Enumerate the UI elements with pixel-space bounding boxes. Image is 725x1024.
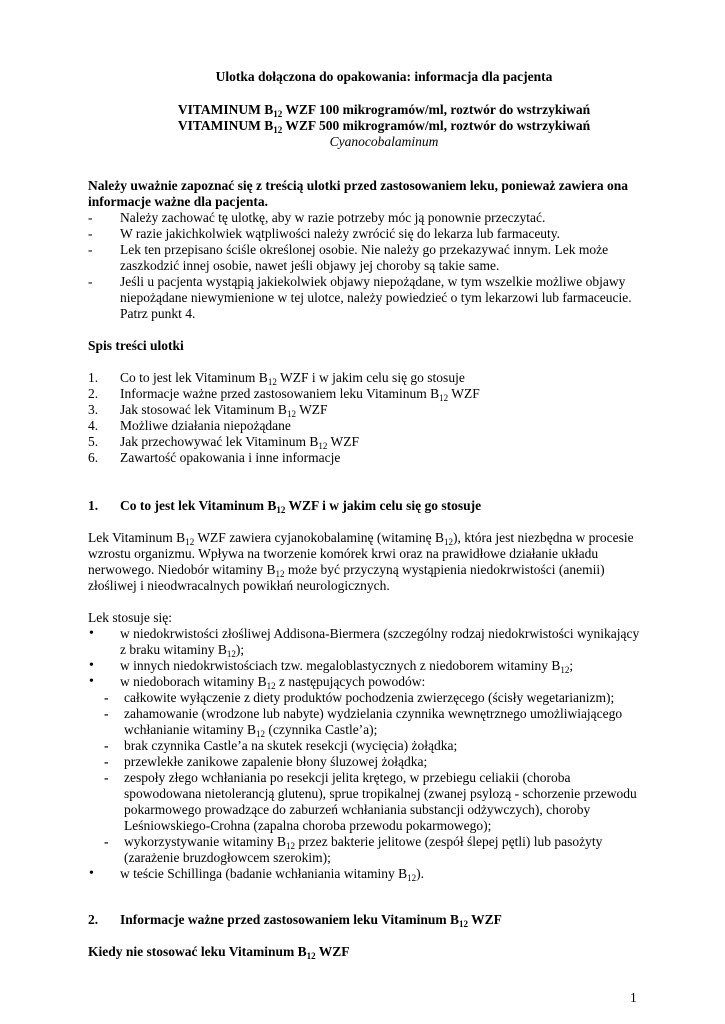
cause-5-line3: pokarmowego prowadzące do zaburzeń wchłaniania substancji odżywczych), choroby bbox=[124, 802, 591, 817]
use-bullet-2: w innych niedokrwistościach tzw. megaloblastycznych z niedoborem witaminy $B_{12}$; bbox=[120, 658, 574, 675]
cause-2-line1: zahamowanie (wrodzone lub nabyte) wydzielania czynnika wewnętrznego umożliwiającego bbox=[124, 706, 623, 721]
dash-marker: - bbox=[88, 210, 93, 225]
page-number: 1 bbox=[630, 990, 637, 1005]
dash-marker: - bbox=[88, 226, 93, 241]
section-1-paragraph-line2: wzrostu organizmu. Wpływa na tworzenie komórek krwi oraz na prawidłowe działanie układu bbox=[88, 546, 599, 561]
toc-number: 4. bbox=[88, 418, 99, 433]
section-2-heading: Informacje ważne przed zastosowaniem leku Vitaminum $B_{12}$ WZF bbox=[120, 912, 502, 929]
cause-5-line4: Leśniowskiego-Crohna (zapalna choroba przewodu pokarmowego); bbox=[124, 818, 492, 833]
dash-marker: - bbox=[104, 690, 109, 705]
dash-marker: - bbox=[104, 770, 109, 785]
toc-item-2: Informacje ważne przed zastosowaniem leku Vitaminum $B_{12}$ WZF bbox=[120, 386, 480, 403]
cause-6-line2: (zarażenie bruzdogłowcem szerokim); bbox=[124, 850, 331, 865]
dash-marker: - bbox=[88, 274, 93, 289]
active-substance: Cyanocobalaminum bbox=[329, 134, 439, 149]
toc-number: 1. bbox=[88, 370, 99, 385]
cause-1: całkowite wyłączenie z diety produktów pochodzenia zwierzęcego (ścisły wegetarianizm); bbox=[124, 690, 615, 705]
product-line-100: VITAMINUM $B_{12}$ WZF 100 mikrogramów/ml, roztwór do wstrzykiwań bbox=[177, 102, 591, 119]
warning-item-4-line2: niepożądane niewymienione w tej ulotce, należy powiedzieć o tym lekarzowi lub farmaceucie. bbox=[120, 290, 632, 305]
cause-5-line2: spowodowana nietolerancją glutenu), sprue tropikalnej (zwanej psylozą - schorzenie przewodu bbox=[124, 786, 637, 801]
warning-item-4-line1: Jeśli u pacjenta wystąpią jakiekolwiek objawy niepożądane, w tym wszelkie możliwe objawy bbox=[120, 274, 626, 289]
warning-item-2: W razie jakichkolwiek wątpliwości należy zwrócić się do lekarza lub farmaceuty. bbox=[120, 226, 561, 241]
dash-marker: - bbox=[104, 738, 109, 753]
toc-number: 5. bbox=[88, 434, 99, 449]
warning-intro-line2: informacje ważne dla pacjenta. bbox=[88, 194, 268, 209]
toc-item-1: Co to jest lek Vitaminum $B_{12}$ WZF i w jakim celu się go stosuje bbox=[120, 370, 465, 387]
dash-marker: - bbox=[104, 834, 109, 849]
toc-item-6: Zawartość opakowania i inne informacje bbox=[120, 450, 341, 465]
leaflet-title: Ulotka dołączona do opakowania: informacja dla pacjenta bbox=[215, 69, 553, 84]
section-2-number: 2. bbox=[88, 912, 99, 927]
warning-item-1: Należy zachować tę ulotkę, aby w razie potrzeby móc ją ponownie przeczytać. bbox=[120, 210, 546, 225]
cause-4: przewlekłe zanikowe zapalenie błony śluzowej żołądka; bbox=[124, 754, 428, 769]
toc-number: 6. bbox=[88, 450, 99, 465]
dash-marker: - bbox=[88, 242, 93, 257]
cause-2-line2: wchłanianie witaminy $B_{12}$ (czynnika Castle’a); bbox=[124, 722, 378, 739]
use-bullet-3: w niedoborach witaminy $B_{12}$ z następujących powodów: bbox=[120, 674, 426, 691]
toc-number: 2. bbox=[88, 386, 99, 401]
product-line-500: VITAMINUM $B_{12}$ WZF 500 mikrogramów/ml, roztwór do wstrzykiwań bbox=[177, 118, 591, 135]
toc-title: Spis treści ulotki bbox=[88, 338, 184, 353]
bullet-marker: • bbox=[89, 674, 94, 689]
use-bullet-1-line1: w niedokrwistości złośliwej Addisona-Biermera (szczególny rodzaj niedokrwistości wynikający bbox=[120, 626, 640, 641]
uses-intro: Lek stosuje się: bbox=[88, 610, 172, 625]
use-bullet-4: w teście Schillinga (badanie wchłaniania witaminy $B_{12}$). bbox=[120, 866, 425, 883]
toc-number: 3. bbox=[88, 402, 99, 417]
section-1-number: 1. bbox=[88, 498, 99, 513]
cause-5-line1: zespoły złego wchłaniania po resekcji jelita krętego, w przebiegu celiakii (choroba bbox=[124, 770, 571, 785]
toc-item-4: Możliwe działania niepożądane bbox=[120, 418, 291, 433]
warning-item-3-line1: Lek ten przepisano ściśle określonej osobie. Nie należy go przekazywać innym. Lek może bbox=[120, 242, 609, 257]
warning-intro-line1: Należy uważnie zapoznać się z treścią ulotki przed zastosowaniem leku, ponieważ zawiera ona bbox=[88, 178, 629, 193]
cause-3: brak czynnika Castle’a na skutek resekcji (wycięcia) żołądka; bbox=[124, 738, 458, 753]
warning-item-4-line3: Patrz punkt 4. bbox=[120, 306, 196, 321]
section-1-heading: Co to jest lek Vitaminum $B_{12}$ WZF i w jakim celu się go stosuje bbox=[120, 498, 482, 515]
toc-item-5: Jak przechowywać lek Vitaminum $B_{12}$ WZF bbox=[120, 434, 360, 451]
bullet-marker: • bbox=[89, 866, 94, 881]
section-2-subheading: Kiedy nie stosować leku Vitaminum $B_{12}$ WZF bbox=[88, 944, 350, 961]
dash-marker: - bbox=[104, 706, 109, 721]
section-1-paragraph-line3: nerwowego. Niedobór witaminy $B_{12}$ może być przyczyną wystąpienia niedokrwistości (anemii) bbox=[88, 562, 605, 579]
bullet-marker: • bbox=[89, 626, 94, 641]
section-1-paragraph-line4: złośliwej i nieodwracalnych powikłań neurologicznych. bbox=[88, 578, 390, 593]
warning-item-3-line2: zaszkodzić innej osobie, nawet jeśli objawy jej choroby są takie same. bbox=[120, 258, 500, 273]
use-bullet-1-line2: z braku witaminy $B_{12}$); bbox=[120, 642, 245, 659]
section-1-paragraph-line1: Lek Vitaminum $B_{12}$ WZF zawiera cyjanokobalaminę (witaminę $B_{12}$), która jest niezbędna w procesie bbox=[88, 530, 634, 547]
toc-item-3: Jak stosować lek Vitaminum $B_{12}$ WZF bbox=[120, 402, 328, 419]
cause-6-line1: wykorzystywanie witaminy $B_{12}$ przez bakterie jelitowe (zespół ślepej pętli) lub pasożyty bbox=[124, 834, 603, 851]
dash-marker: - bbox=[104, 754, 109, 769]
bullet-marker: • bbox=[89, 658, 94, 673]
